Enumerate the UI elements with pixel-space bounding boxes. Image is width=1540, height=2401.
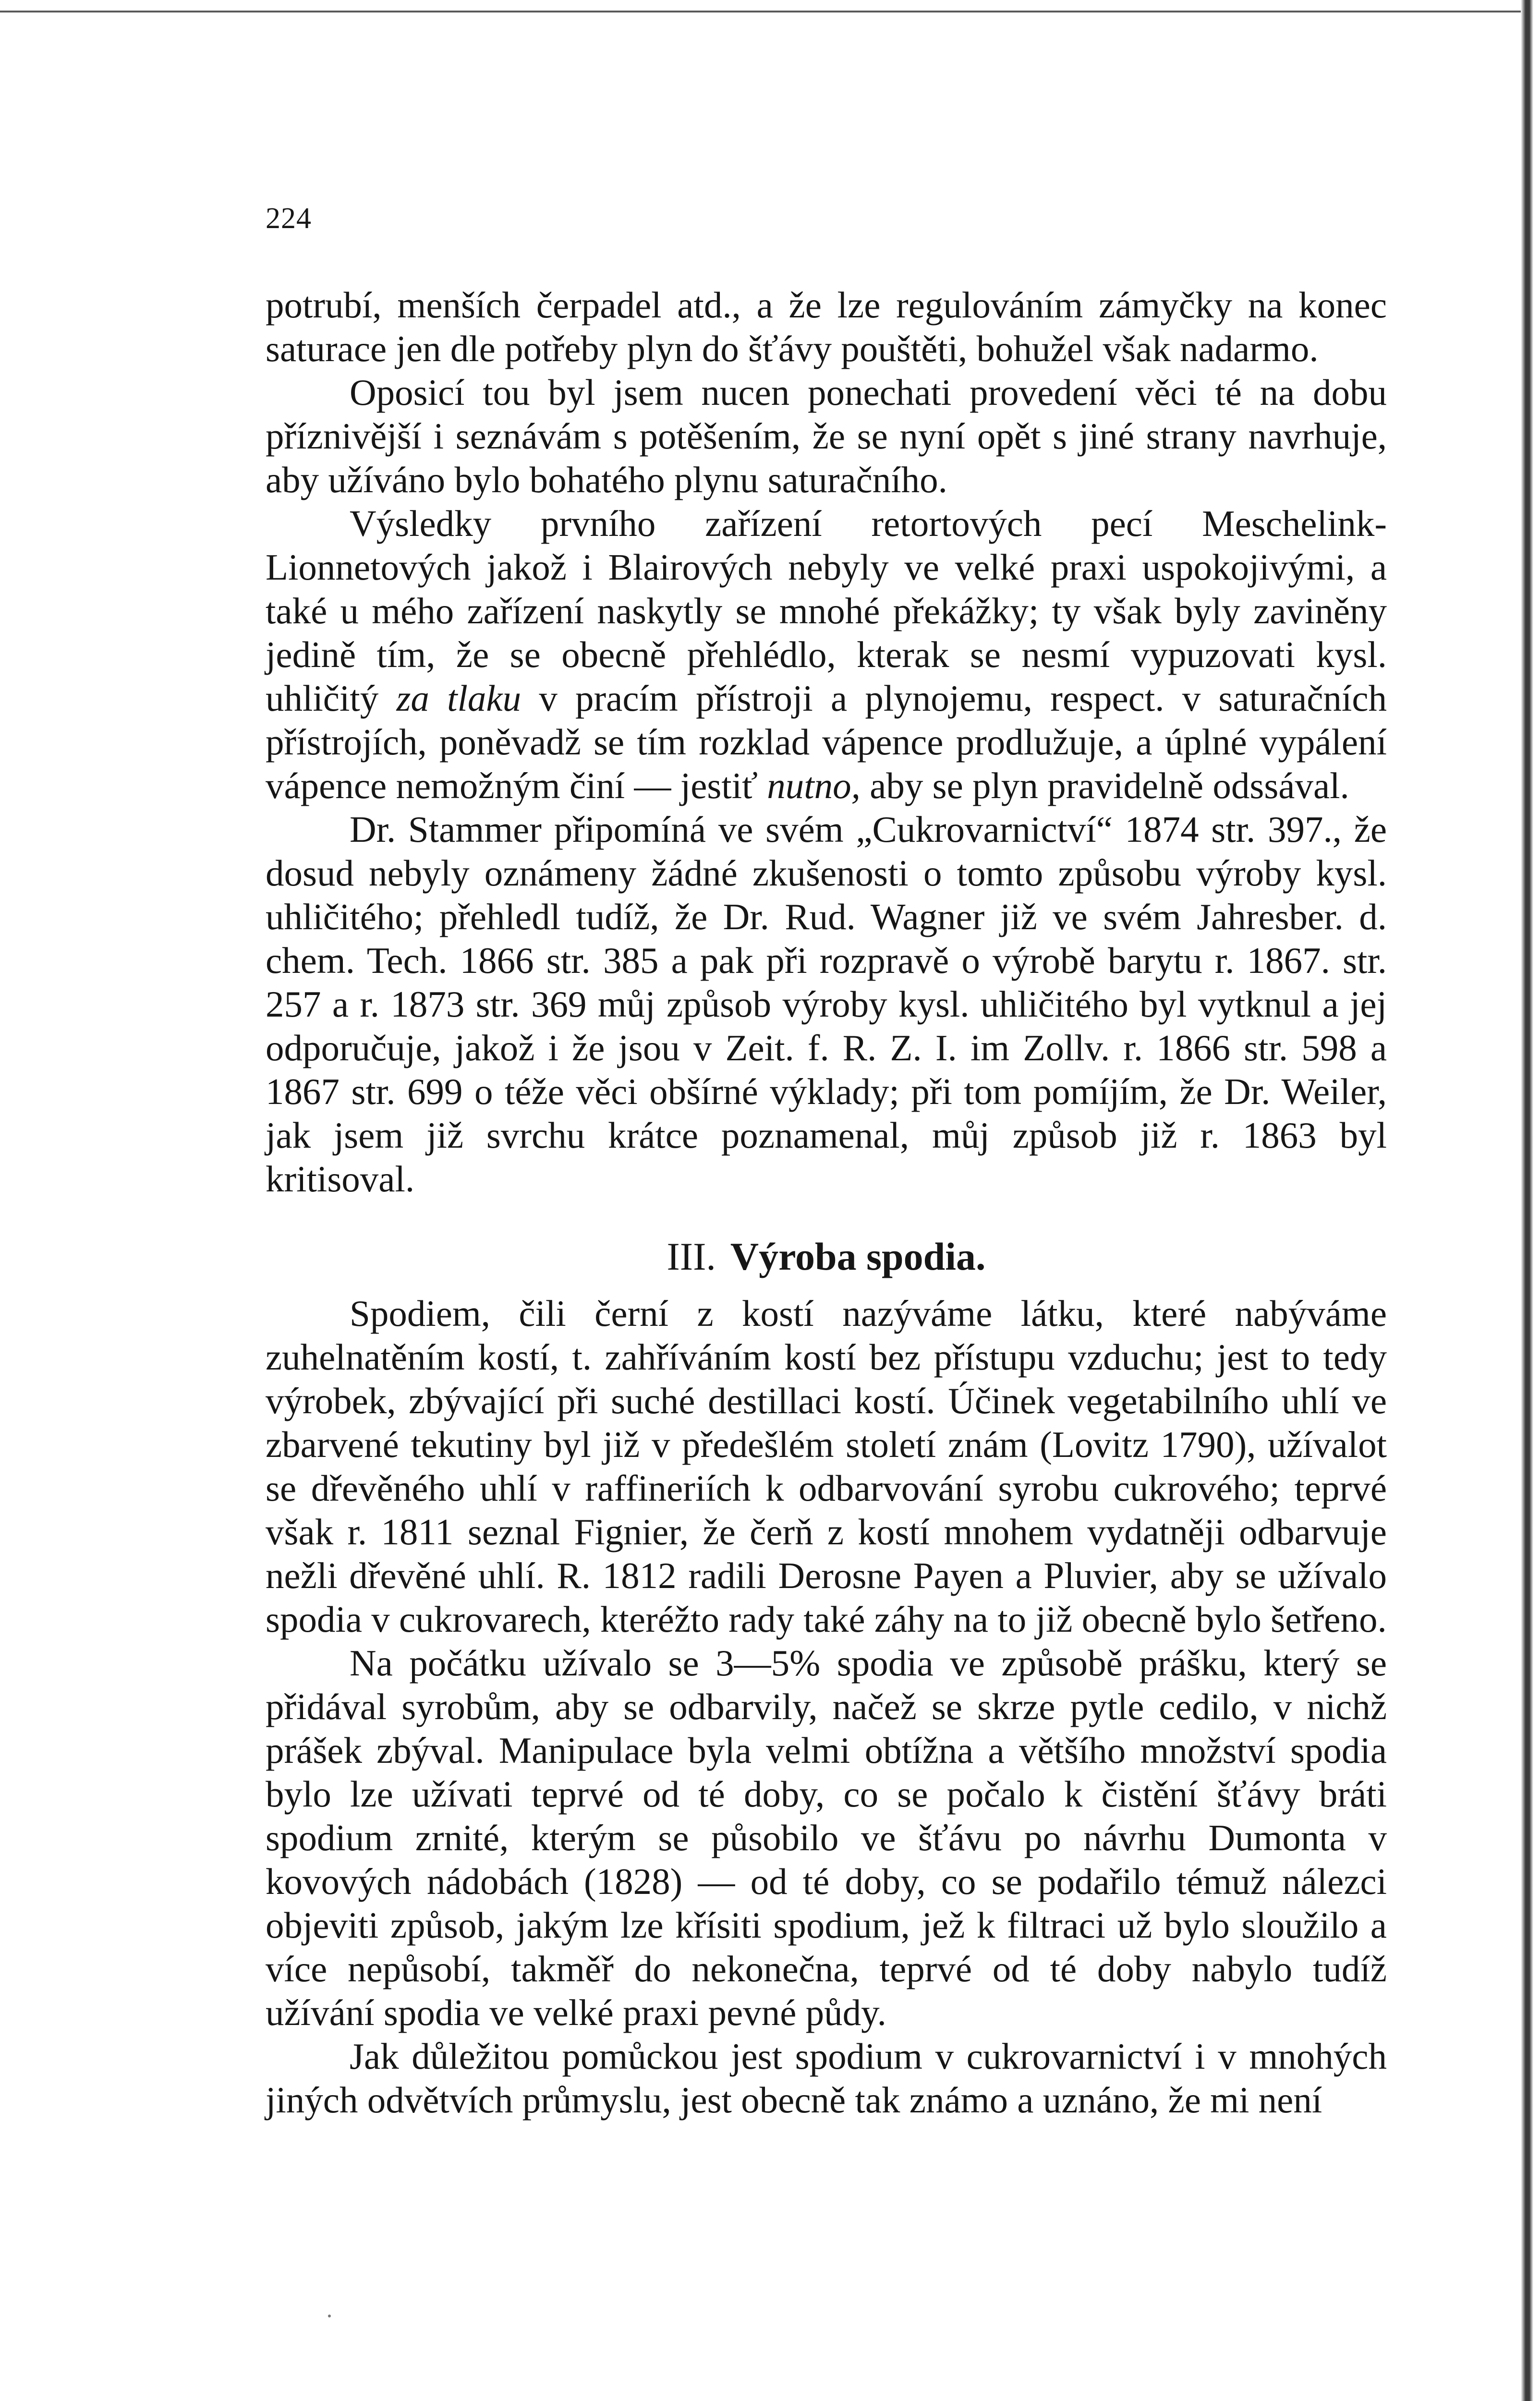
paragraph-stammer: Dr. Stammer připomíná ve svém „Cukrovarnictví“ 1874 str. 397., že dosud nebyly oznámeny žádné zkušenosti o tomto způsobu výroby kysl. uhličitého; přehledl tudíž, že Dr. Rud. Wagner již ve svém Jahresber. d. chem. Tech. 1866 str. 385 a pak při rozpravě o výrobě barytu r. 1867. str. 257 a r. 1873 str. 369 můj způsob výroby kysl. uhličitého byl vytknul a jej odporučuje, jakož i že jsou v Zeit. f. R. Z. I. im Zollv. r. 1866 str. 598 a 1867 str. 699 o téže věci obšírné výklady; při tom pomíjím, že Dr. Weiler, jak jsem již svrchu krátce poznamenal, můj způsob již r. 1863 byl kritisoval. [266, 809, 1387, 1200]
paragraph-na-pocatku: Na počátku užívalo se 3—5% spodia ve způsobě prášku, který se přidával syrobům, aby se odbarvily, načež se skrze pytle cedilo, v nichž prášek zbýval. Manipulace byla velmi obtížna a většího množství spodia bylo lze užívati teprvé od té doby, co se počalo k čistění šťávy bráti spodium zrnité, kterým se působilo ve šťávu po návrhu Dumonta v kovových nádobách (1828) — od té doby, co se podařilo témuž nálezci objeviti způsob, jakým lze křísiti spodium, jež k filtraci už bylo sloužilo a více nepůsobí, takměř do nekonečna, teprvé od té doby nabylo tudíž užívání spodia ve velké praxi pevné půdy. [266, 1642, 1387, 2033]
scan-top-edge [0, 11, 1527, 12]
paragraph-jak-dulezitou: Jak důležitou pomůckou jest spodium v cukrovarnictví i v mnohých jiných odvětvích průmyslu, jest obecně tak známo a uznáno, že mi není [266, 2036, 1387, 2121]
paragraph-spodiem: Spodiem, čili černí z kostí nazýváme látku, které nabýváme zuhelnatěním kostí, t. zahříváním kostí bez přístupu vzduchu; jest to tedy výrobek, zbývající při suché destillaci kostí. Účinek vegetabilního uhlí ve zbarvené tekutiny byl již v předešlém století znám (Lovitz 1790), užívalot se dřevěného uhlí v raffineriích k odbarvování syrobu cukrového; teprvé však r. 1811 seznal Fignier, že čerň z kostí mnohem vydatněji odbarvuje nežli dřevěné uhlí. R. 1812 radili Derosne Payen a Pluvier, aby se užívalo spodia v cukrovarech, kteréžto rady také záhy na to již obecně bylo šetřeno. [266, 1293, 1387, 1640]
vysledky-text-1: Výsledky prvního zařízení retortových pecí Meschelink-Lionnetových jakož i Blairových nebyly ve velké praxi uspokojivými, a také u mého zařízení naskytly se mnohé překážky; ty však byly zaviněny jedině tím, že se obecně přehlédlo, kterak se nesmí vypuzovati kysl. uhličitý [266, 503, 1387, 719]
scan-right-edge [1521, 0, 1540, 2401]
page-number: 224 [266, 202, 312, 235]
paragraph-oposici: Oposicí tou byl jsem nucen ponechati provedení věci té na dobu příznivější i seznávám s potěšením, že se nyní opět s jiné strany navrhuje, aby užíváno bylo bohatého plynu saturačního. [266, 372, 1387, 500]
scan-speck [328, 2315, 331, 2317]
vysledky-text-2: v pracím přístroji a plynojemu, respect. v saturačních přístrojích, poněvadž se tím rozklad vápence prodlužuje, a úplné vypálení vápence nemožným činí — jestiť [266, 678, 1387, 806]
vysledky-text-3: aby se plyn pravidelně odssával. [860, 765, 1349, 806]
paragraph-vysledky [266, 502, 1387, 808]
section-heading [266, 1234, 1387, 1279]
section-number: III. [667, 1235, 716, 1278]
section-title: Výroba spodia. [730, 1235, 986, 1278]
text-block-bottom [266, 1292, 1387, 2122]
text-block-top [266, 283, 1387, 1201]
paragraph-continuation: potrubí, menších čerpadel atd., a že lze regulováním zámyčky na konec saturace jen dle potřeby plyn do šťávy pouštěti, bohužel však nadarmo. [266, 284, 1387, 369]
vysledky-italic-za-tlaku: za tlaku [396, 678, 521, 719]
vysledky-italic-nutno: nutno, [767, 765, 861, 806]
